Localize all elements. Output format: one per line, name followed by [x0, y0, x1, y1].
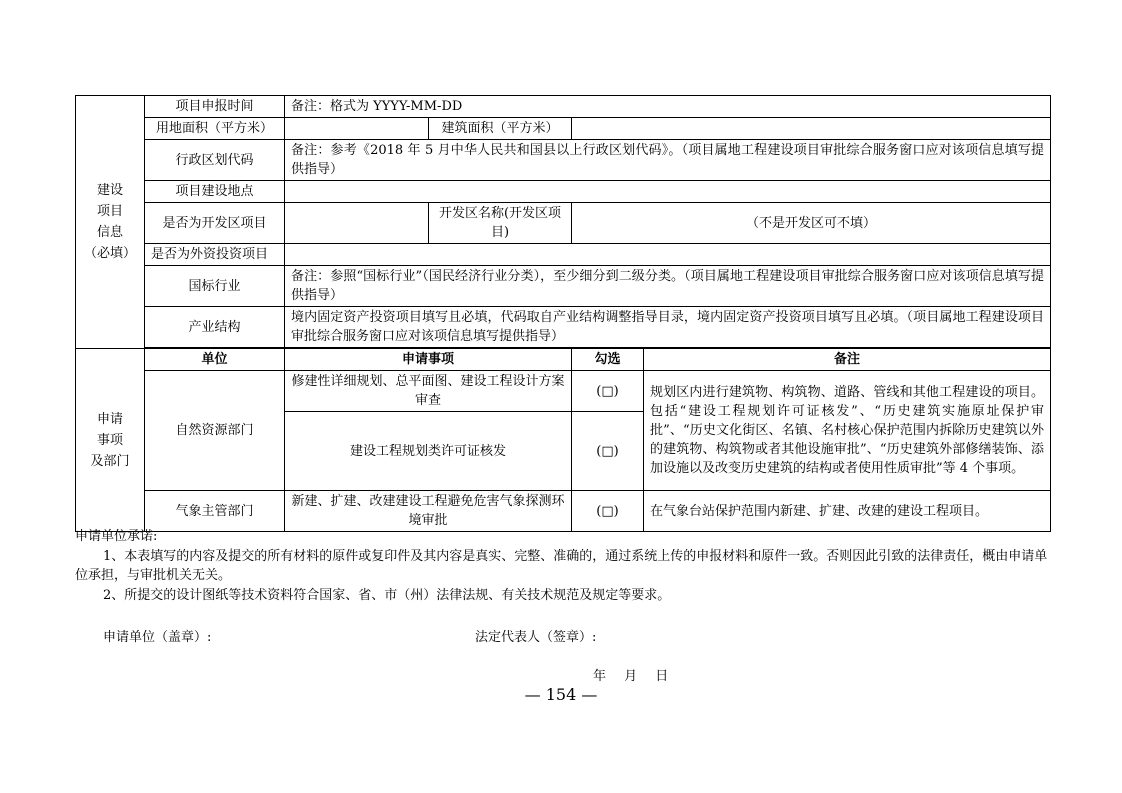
- item-plan-review: 修建性详细规划、总平面图、建设工程设计方案审查: [285, 371, 572, 412]
- dev-zone-name-label: 开发区名称(开发区项目): [429, 203, 572, 244]
- pledge-item-1: 1、本表填写的内容及提交的所有材料的原件或复印件及其内容是真实、完整、准确的，通过系统上传的申报材料和原件一致。否则因此引致的法律责任，概由申请单位承担，与审批机关无关。: [75, 548, 1048, 583]
- pledge-item-2: 2、所提交的设计图纸等技术资料符合国家、省、市（州）法律法规、有关技术规范及规定等要求。: [103, 587, 671, 603]
- industry-structure-note[interactable]: 境内固定资产投资项目填写且必填，代码取自产业结构调整指导目录，境内固定资产投资项目填写且必填。（项目属地工程建设项目审批综合服务窗口应对该项信息填写提供指导）: [285, 307, 1051, 348]
- header-unit: 单位: [145, 349, 285, 371]
- dev-zone-label: 是否为开发区项目: [145, 203, 285, 244]
- land-area-label: 用地面积（平方米）: [145, 118, 285, 140]
- industry-structure-label: 产业结构: [145, 307, 285, 348]
- section-application-label: 申请 事项 及部门: [76, 349, 145, 532]
- foreign-investment-label: 是否为外资投资项目: [145, 244, 285, 266]
- industry-note[interactable]: 备注：参照“国标行业”（国民经济行业分类），至少细分到二级分类。（项目属地工程建设项目审批综合服务窗口应对该项信息填写提供指导）: [285, 266, 1051, 307]
- header-item: 申请事项: [285, 349, 572, 371]
- date-label[interactable]: 年 月 日: [593, 669, 669, 684]
- region-code-label: 行政区划代码: [145, 140, 285, 181]
- build-area-label: 建筑面积（平方米）: [429, 118, 572, 140]
- build-area-field[interactable]: [572, 118, 1051, 140]
- applicant-seal-label[interactable]: 申请单位（盖章）:: [103, 630, 212, 645]
- location-field[interactable]: [285, 181, 1051, 203]
- location-label: 项目建设地点: [145, 181, 285, 203]
- dept-meteorology: 气象主管部门: [145, 491, 285, 532]
- item-weather-environment: 新建、扩建、改建建设工程避免危害气象探测环境审批: [285, 491, 572, 532]
- dev-zone-name-note[interactable]: （不是开发区可不填）: [572, 203, 1051, 244]
- pledge-title: 申请单位承诺:: [75, 529, 158, 544]
- region-code-note[interactable]: 备注：参考《2018 年 5 月中华人民共和国县以上行政区划代码》。（项目属地工程建设项目审批综合服务窗口应对该项信息填写提供指导）: [285, 140, 1051, 181]
- natural-resources-remark: 规划区内进行建筑物、构筑物、道路、管线和其他工程建设的项目。包括“建设工程规划许可证核发”、“历史建筑实施原址保护审批”、“历史文化街区、名镇、名村核心保护范围内拆除历史建筑以外的建筑物、构筑物或者其他设施审批”、“历史建筑外部修缮装饰、添加设施以及改变历史建筑的结构或者使用性质审批”等 4 个事项。: [644, 371, 1051, 491]
- checkbox-weather-environment[interactable]: (□): [572, 491, 644, 532]
- dept-natural-resources: 自然资源部门: [145, 371, 285, 491]
- applicant-pledge: [75, 527, 1050, 605]
- report-time-note[interactable]: 备注：格式为 YYYY-MM-DD: [285, 96, 1051, 118]
- section-project-info-label: 建设 项目 信息 （必填）: [76, 96, 145, 349]
- page-number: — 154 —: [524, 685, 598, 704]
- application-form-table: [75, 95, 1051, 532]
- legal-rep-signature-label[interactable]: 法定代表人（签章）:: [475, 630, 597, 645]
- land-area-field[interactable]: [285, 118, 429, 140]
- industry-label: 国标行业: [145, 266, 285, 307]
- report-time-label: 项目申报时间: [145, 96, 285, 118]
- header-check: 勾选: [572, 349, 644, 371]
- meteorology-remark: 在气象台站保护范围内新建、扩建、改建的建设工程项目。: [644, 491, 1051, 532]
- dev-zone-field[interactable]: [285, 203, 429, 244]
- checkbox-planning-permit[interactable]: (□): [572, 412, 644, 491]
- foreign-investment-field[interactable]: [285, 244, 1051, 266]
- header-remark: 备注: [644, 349, 1051, 371]
- checkbox-plan-review[interactable]: (□): [572, 371, 644, 412]
- item-planning-permit: 建设工程规划类许可证核发: [285, 412, 572, 491]
